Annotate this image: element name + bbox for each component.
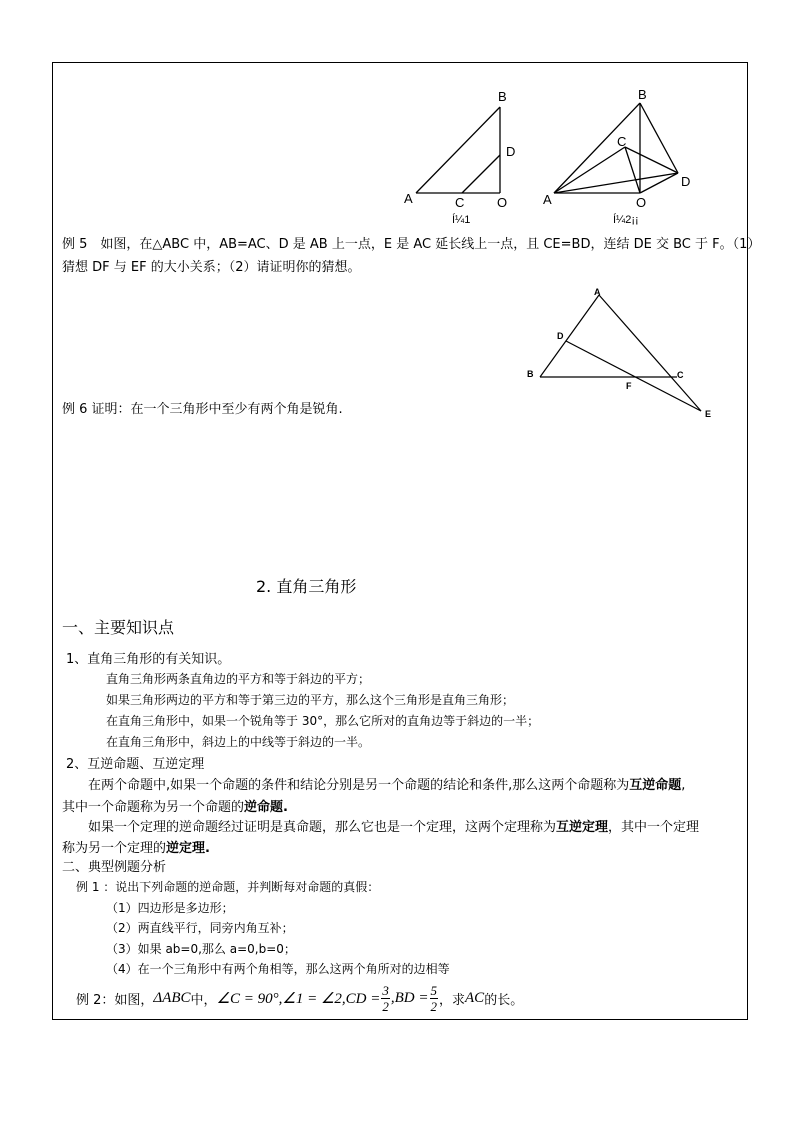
line-ab — [540, 295, 599, 377]
line-cd — [625, 147, 678, 173]
label-o: O — [636, 195, 647, 210]
example-6: 例 6 证明：在一个三角形中至少有两个角是锐角. — [62, 402, 343, 417]
figure-2 — [538, 85, 703, 230]
item-1-title: 1、直角三角形的有关知识。 — [66, 652, 231, 667]
label-c: C — [617, 134, 627, 149]
example-1-item: （2）两直线平行，同旁内角互补； — [106, 921, 294, 935]
label-a: A — [594, 287, 601, 297]
figure-1-caption: Í¼1 — [452, 214, 471, 226]
figure-2-caption: Í¼2¡¡ — [613, 214, 639, 226]
figure-1 — [400, 85, 530, 230]
heading-main-points: 一、主要知识点 — [62, 618, 175, 637]
item-2-title: 2、互逆命题、互逆定理 — [66, 757, 205, 772]
line-ab — [416, 107, 500, 193]
item-1-line: 直角三角形两条直角边的平方和等于斜边的平方； — [106, 672, 371, 686]
label-e: E — [705, 409, 712, 419]
example-5-line-2: 猜想 DF 与 EF 的大小关系；（2）请证明你的猜想。 — [62, 260, 361, 275]
heading-examples: 二、典型例题分析 — [62, 860, 167, 875]
item-2-paragraph-2-line-1: 如果一个定理的逆命题经过证明是真命题，那么它也是一个定理，这两个定理称为互逆定理，其中一个定理 — [88, 820, 700, 835]
label-a: A — [543, 192, 552, 207]
label-b: B — [638, 87, 647, 102]
example-1-item: （3）如果 ab=0,那么 a=0,b=0； — [106, 942, 296, 956]
line-cd — [462, 155, 500, 193]
line-ac — [554, 147, 625, 193]
item-1-line: 如果三角形两边的平方和等于第三边的平方，那么这个三角形是直角三角形； — [106, 693, 515, 707]
line-bd — [640, 103, 678, 173]
item-2-paragraph-1-line-2: 其中一个命题称为另一个命题的逆命题. — [62, 800, 288, 815]
label-c: C — [677, 370, 684, 380]
label-f: F — [626, 381, 632, 391]
example-2: 例 2：如图， ΔABC 中， ∠C = 90°,∠1 = ∠2,CD = $\frac{3}{2}$ ,BD = $\frac{5}{2}$ ，求 AC 的长。 — [76, 982, 524, 1014]
label-o: O — [497, 195, 508, 210]
label-c: C — [455, 195, 465, 210]
label-d: D — [681, 174, 691, 189]
fraction-cd: $\frac{3}{2}$ — [382, 982, 389, 1014]
label-b: B — [527, 369, 534, 379]
section-title: 2. 直角三角形 — [256, 577, 357, 596]
label-a: A — [404, 191, 413, 206]
figure-3 — [520, 283, 720, 423]
line-ae — [599, 295, 701, 411]
example-1-item: （1）四边形是多边形； — [106, 901, 234, 915]
label-b: B — [498, 89, 507, 104]
example-1-title: 例 1 ：说出下列命题的逆命题，并判断每对命题的真假： — [76, 880, 380, 894]
item-2-paragraph-2-line-2: 称为另一个定理的逆定理. — [62, 841, 210, 856]
item-1-line: 在直角三角形中，斜边上的中线等于斜边的一半。 — [106, 735, 371, 749]
example-5-line-1: 例 5 如图，在△ABC 中，AB=AC、D 是 AB 上一点，E 是 AC 延长线上一点，且 CE=BD，连结 DE 交 BC 于 F。（1） — [62, 237, 761, 252]
label-d: D — [506, 144, 516, 159]
example-1-item: （4）在一个三角形中有两个角相等，那么这两个角所对的边相等 — [106, 962, 450, 976]
fraction-bd: $\frac{5}{2}$ — [430, 982, 437, 1014]
label-d: D — [557, 331, 564, 341]
item-1-line: 在直角三角形中，如果一个锐角等于 30°，那么它所对的直角边等于斜边的一半； — [106, 714, 540, 728]
item-2-paragraph-1-line-1: 在两个命题中,如果一个命题的条件和结论分别是另一个命题的结论和条件,那么这两个命题称为互逆命题, — [88, 778, 686, 793]
